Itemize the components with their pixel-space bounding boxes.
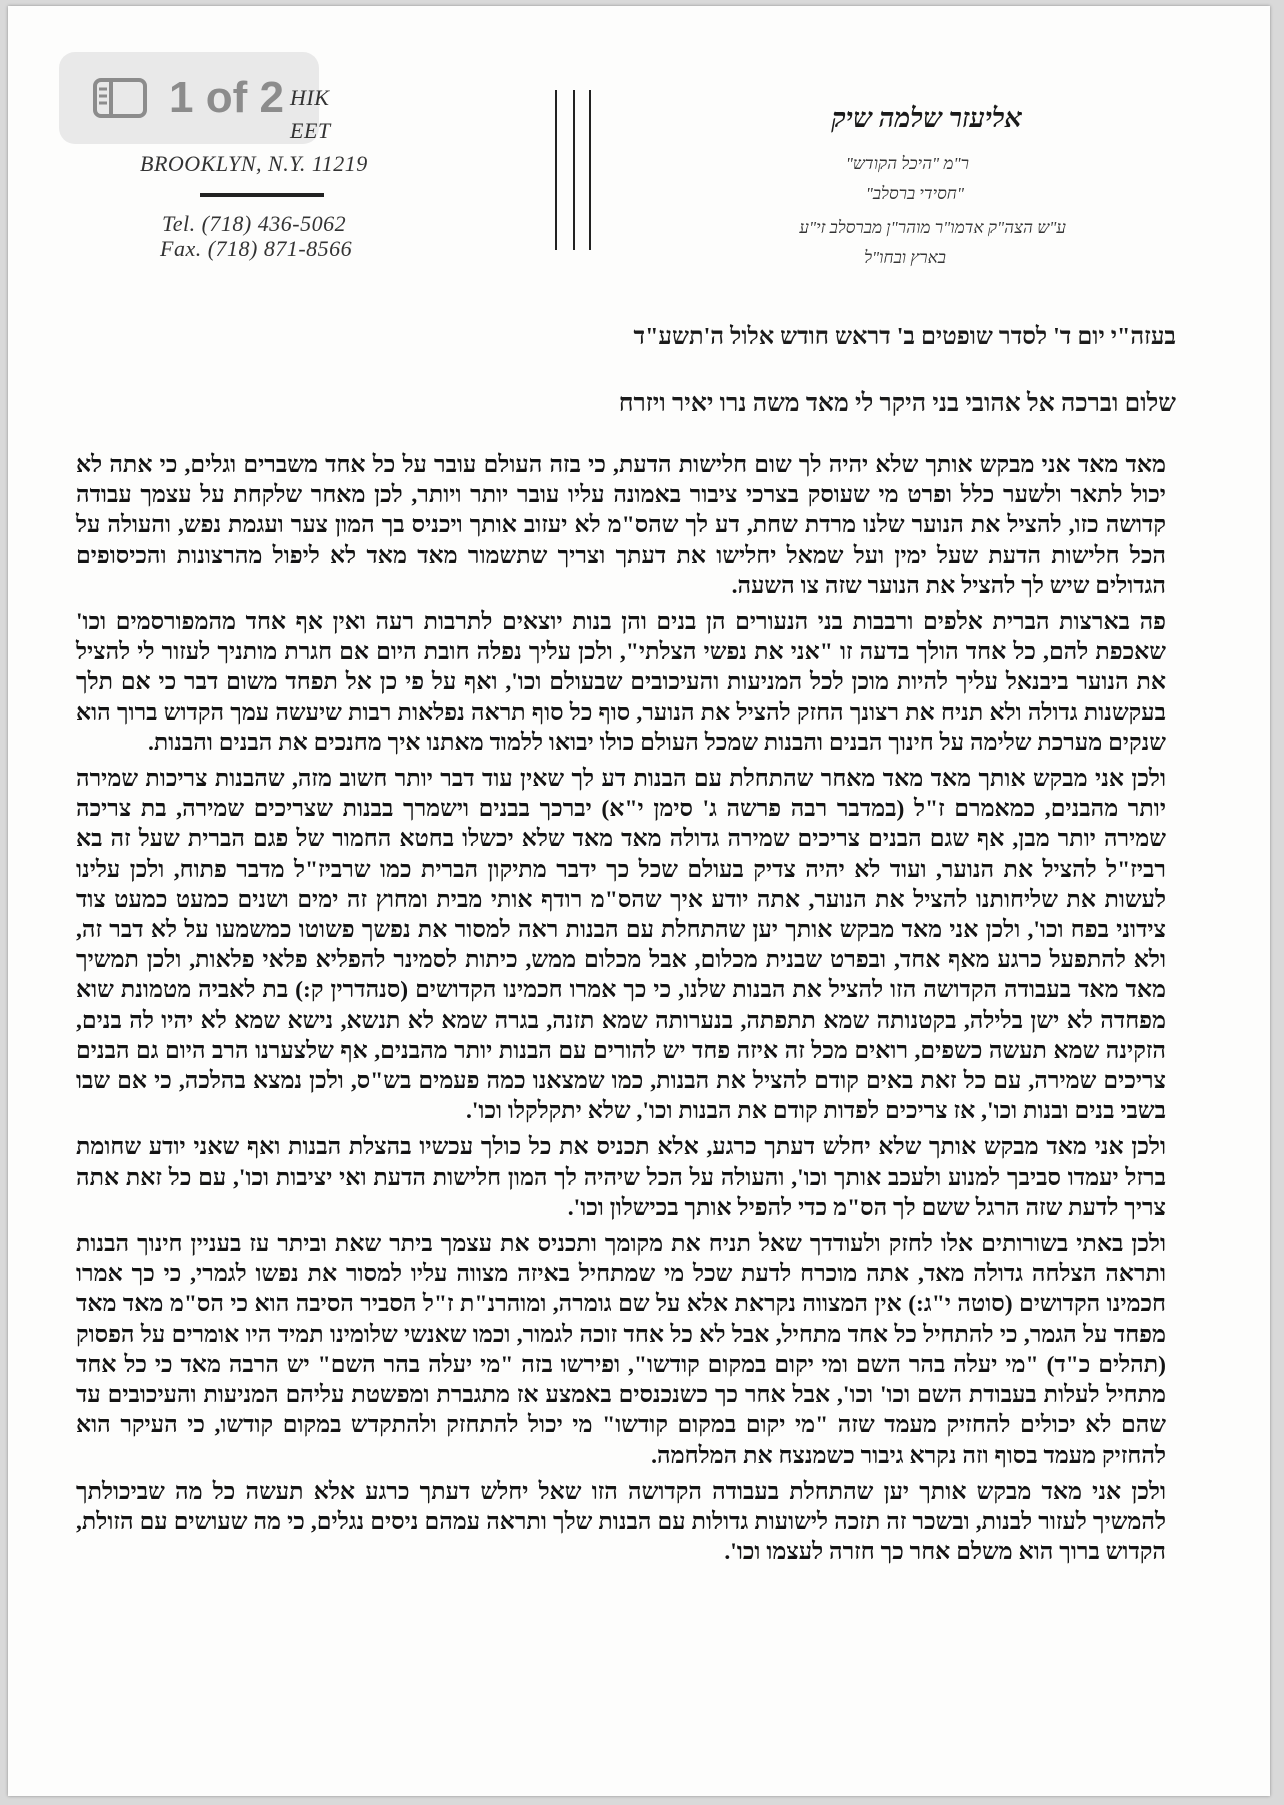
letterhead-street: EET [290, 118, 331, 143]
letter-paragraph: מאד מאד אני מבקש אותך שלא יהיה לך שום חלישות הדעת, כי בזה העולם עובר על כל אחד משברים וגלים, כי אתה לא יכול לתאר ולשער כלל ופרט מי שעוסק בצרכי ציבור באמונה עליו עובר יותר ויותר, לכן מאחר שלקחת על עצמך עבודה קדושה כזו, להציל את הנוער שלנו מרדת שחת, דע לך שהס"מ לא יעזוב אותך ויכניס בך המון צער ועגמת נפש, והעולה על הכל חלישות הדעת שעל ימין ועל שמאל יחלישו את דעתך וצריך שתשמור מאד מאד לא ליפול מהרצונות והכיסופים הגדולים שיש לך להציל את הנוער שזה צו השעה. [76, 452, 1166, 599]
letterhead-hebrew-line4: בארץ ובחו"ל [864, 248, 946, 267]
letterhead-tel: Tel. (718) 436-5062 [162, 211, 347, 236]
letter-greeting: שלום וברכה אל אהובי בני היקר לי מאד משה נרו יאיר ויזרח [618, 390, 1176, 417]
letterhead-hebrew-line1: ר"מ "היכל הקודש" [845, 154, 969, 173]
letter-dateline: בעזה"י יום ד' לסדר שופטים ב' דראש חודש אלול ה'תשע"ד [633, 324, 1176, 350]
letterhead-bar-left [555, 90, 557, 250]
letterhead-bar-middle [573, 90, 575, 250]
letter-paragraph: ולכן אני מאד מבקש אותך שלא יחלש דעתך כרגע, אלא תכניס את כל כולך עכשיו בהצלת הבנות ואף שאני יודע שחומת ברזל יעמדו סביבך למנוע ולעכב אותך וכו', והעולה על הכל שיהיה לך המון חלישות הדעת ואי יציבות וכו', עם כל זאת אתה צריך לדעת שזה הרגל ששם לך הס"מ כדי להפיל אותך בכישלון וכו'. [76, 1134, 1166, 1221]
letterhead-name: HIK [290, 85, 330, 110]
letterhead-hebrew-line2: "חסידי ברסלב" [865, 184, 964, 203]
page-indicator-label: 1 of 2 [169, 73, 284, 122]
letterhead-city: BROOKLYN, N.Y. 11219 [140, 151, 368, 176]
letterhead-bar-right [589, 90, 591, 250]
letterhead-divider [200, 193, 324, 197]
letter-paragraph: ולכן באתי בשורותים אלו לחזק ולעודדך שאל תניח את מקומך ותכניס את עצמך ביתר שאת וביתר עז בעניין חינוך הבנות ותראה הצלחה גדולה מאד, אתה מוכרח לדעת שכל מי שמתחיל באיזה מצווה עליו למסור את נפשו לגמרי, כי כך אמרו חכמינו הקדושים (סוטה י"ג:) אין המצווה נקראת אלא על שם גומרה, ומוהרנ"ת ז"ל הסביר הסיבה הוא כי הס"מ מאד מאד מפחד על הגמר, כי להתחיל כל אחד מתחיל, אבל לא כל אחד זוכה לגמור, וכמו שאנשי שלומינו תמיד היו אומרים על הפסוק (תהלים כ"ד) "מי יעלה בהר השם ומי יקום במקום קודשו", ופירשו בזה "מי יעלה בהר השם" יש הרבה מאד כי כל אחד מתחיל לעלות בעבודת השם וכו' וכו', אבל אחר כך כשנכנסים באמצע אז מתגברת ומפשטת עליהם המניעות והעיכובים עד שהם לא יכולים להחזיק מעמד שזה "מי יקום במקום קודשו" מי יכול להתחזק ולהתקדש במקום קודשו, כי העיקר הוא להחזיק מעמד בסוף וזה נקרא גיבור כשמנצח את המלחמה. [76, 1231, 1166, 1469]
letter-body [76, 450, 1166, 1573]
letterhead-hebrew-name: אליעזר שלמה שיק [831, 103, 1022, 133]
letter-paragraph: ולכן אני מבקש אותך מאד מאד מאחר שהתחלת עם הבנות דע לך שאין עוד דבר יותר חשוב מזה, שהבנות צריכות שמירה יותר מהבנים, כמאמרם ז"ל (במדבר רבה פרשה ג' סימן י"א) יברכך בבנים וישמרך בבנות שצריכים שמירה, בת צריכה שמירה יותר מבן, אף שגם הבנים צריכים שמירה גדולה מאד מאד שלא יכשלו בחטא החמור של פגם הברית שעל זה בא רביז"ל להציל את הנוער, ועוד לא יהיה צדיק בעולם שכל כך ידבר מתיקון הברית כמו שרביז"ל מדבר פתוח, ולכן עלינו לעשות את שליחותנו להציל את הנוער, אתה יודע איך שהס"מ רודף אותי מבית ומחוץ זה ימים ושנים כמעט כמעט צוד צידוני בפח וכו', ולכן אני מאד מבקש אותך יען שהתחלת עם הבנות ראה למסור את נפשך פשוטו כמשמעו על לא דבר זה, ולא להתפעל כרגע מאף אחד, ובפרט שבנית מכלום, אבל מכלום ממש, כיתות לסמינר להפליא פלאי פלאות, ולכן תמשיך מאד מאד בעבודה הקדושה הזו להציל את הבנות שלנו, כי כך אמרו חכמינו הקדושים (סנהדרין ק:) בת לאביה מטמונת שוא מפחדה לא ישן בלילה, בקטנותה שמא תתפתה, בנערותה שמא תזנה, בגרה שמא לא תנשא, נישא שמא לא יהיו לה בנים, הזקינה שמא תעשה כשפים, רואים מכל זה איזה פחד יש להורים עם הבנות יותר מהבנים, אף שלצערנו הרב היום גם הבנים צריכים שמירה, עם כל זאת באים קודם להציל את הבנות, כמו שמצאנו כמה פעמים בש"ס, ולכן נמצא בהלכה, כי אם שבו בשבי בנים ובנות וכו', אז צריכים לפדות קודם את הבנות וכו', שלא יתקלקלו וכו'. [76, 766, 1166, 1125]
sidebar-pages-icon [93, 78, 147, 118]
letter-paragraph: ולכן אני מאד מבקש אותך יען שהתחלת בעבודה הקדושה הזו שאל יחלש דעתך כרגע אלא תעשה כל מה שביכולתך להמשיך לעזור לבנות, ובשכר זה תזכה לישועות גדולות עם הבנות שלך ותראה עמהם ניסים נגלים, כי מה שעושים עם הזולת, הקדוש ברוך הוא משלם אחר כך חזרה לעצמו וכו'. [76, 1478, 1166, 1566]
letter-paragraph: פה בארצות הברית אלפים ורבבות בני הנעורים הן בנים והן בנות יוצאים לתרבות רעה ואין אף אחד מהמפורסמים וכו' שאכפת להם, כל אחד הולך בדעה זו "אני את נפשי הצלתי", ולכן עליך נפלה חובת היום אם חגרת מותניך לעזור לי להציל את הנוער ביבנאל עליך להיות מוכן לכל המניעות והעיכובים שבעולם וכו', ואף על פי כן אל תפחד משום דבר כי אם תלך בעקשנות גדולה ולא תניח את רצונך החזק להציל את הנוער, סוף כל סוף תראה נפלאות רבות שיעשה עמך הקדוש ברוך הוא שנקים מערכת שלימה על חינוך הבנים והבנות שמכל העולם כולו יבואו ללמוד מאתנו איך מחנכים את הבנים והבנות. [76, 609, 1166, 756]
letterhead-fax: Fax. (718) 871-8566 [160, 236, 353, 261]
letterhead-hebrew-line3: ע"ש הצה"ק אדמו"ר מוהר"ן מברסלב זי"ע [799, 218, 1066, 237]
page-indicator[interactable] [59, 52, 319, 144]
